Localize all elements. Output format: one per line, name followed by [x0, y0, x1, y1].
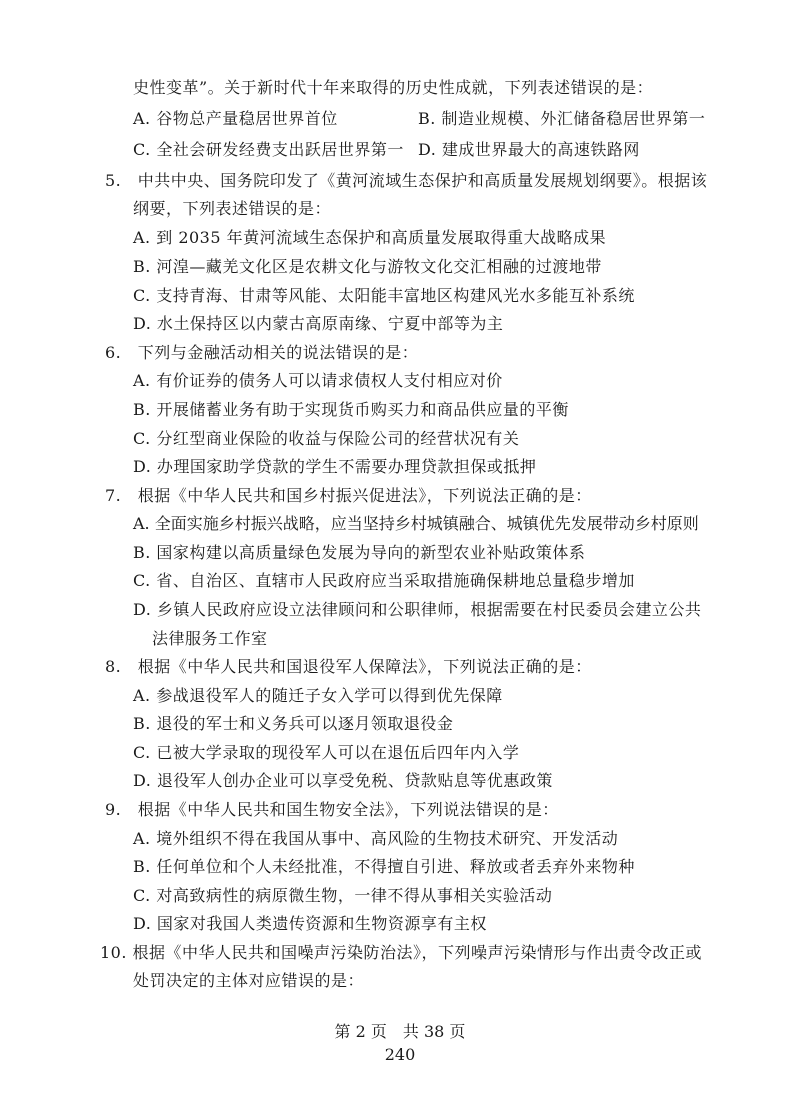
question-5-stem-cont: 纲要，下列表述错误的是：: [133, 199, 332, 218]
option-b: B. 开展储蓄业务有助于实现货币购买力和商品供应量的平衡: [133, 400, 569, 419]
question-9-stem: 9. 根据《中华人民共和国生物安全法》，下列说法错误的是：: [105, 800, 559, 819]
question-5-stem: 5. 中共中央、国务院印发了《黄河流域生态保护和高质量发展规划纲要》。根据该: [105, 171, 708, 190]
option-b: B. 国家构建以高质量绿色发展为导向的新型农业补贴政策体系: [133, 543, 586, 562]
question-10-stem-cont: 处罚决定的主体对应错误的是：: [133, 971, 365, 990]
option-d: D. 水土保持区以内蒙古高原南缘、宁夏中部等为主: [133, 314, 504, 333]
question-10-stem: 10. 根据《中华人民共和国噪声污染防治法》，下列噪声污染情形与作出责令改正或: [100, 943, 703, 962]
option-a: A. 有价证券的债务人可以请求债权人支付相应对价: [133, 371, 503, 390]
option-c: C. 已被大学录取的现役军人可以在退伍后四年内入学: [133, 743, 520, 762]
question-8-stem: 8. 根据《中华人民共和国退役军人保障法》，下列说法正确的是：: [105, 657, 592, 676]
question-4-stem-continuation: 史性变革”。关于新时代十年来取得的历史性成就，下列表述错误的是：: [133, 78, 654, 97]
option-a: A. 境外组织不得在我国从事中、高风险的生物技术研究、开发活动: [133, 829, 619, 848]
option-d: D. 建成世界最大的高速铁路网: [418, 140, 640, 159]
option-d: D. 退役军人创办企业可以享受免税、贷款贴息等优惠政策: [133, 771, 553, 790]
option-d: D. 国家对我国人类遗传资源和生物资源享有主权: [133, 914, 487, 933]
option-a: A. 全面实施乡村振兴战略，应当坚持乡村城镇融合、城镇优先发展带动乡村原则: [133, 514, 699, 533]
option-d-cont: 法律服务工作室: [152, 629, 268, 648]
question-7-stem: 7. 根据《中华人民共和国乡村振兴促进法》，下列说法正确的是：: [105, 486, 592, 505]
option-b: B. 河湟—藏羌文化区是农耕文化与游牧文化交汇相融的过渡地带: [133, 257, 602, 276]
option-a: A. 参战退役军人的随迁子女入学可以得到优先保障: [133, 686, 503, 705]
option-b: B. 任何单位和个人未经批准，不得擅自引进、释放或者丢弃外来物种: [133, 857, 635, 876]
option-b: B. 退役的军士和义务兵可以逐月领取退役金: [133, 714, 454, 733]
question-6-stem: 6. 下列与金融活动相关的说法错误的是：: [105, 343, 419, 362]
option-a: A. 到 2035 年黄河流域生态保护和高质量发展取得重大战略成果: [133, 228, 607, 247]
option-c: C. 对高致病性的病原微生物，一律不得从事相关实验活动: [133, 886, 553, 905]
option-d: D. 乡镇人民政府应设立法律顾问和公职律师，根据需要在村民委员会建立公共: [133, 600, 702, 619]
option-a: A. 谷物总产量稳居世界首位: [133, 109, 338, 128]
page-indicator: 第 2 页 共 38 页: [334, 1022, 466, 1041]
option-b: B. 制造业规模、外汇储备稳居世界第一: [418, 109, 706, 128]
option-d: D. 办理国家助学贷款的学生不需要办理贷款担保或抵押: [133, 457, 537, 476]
option-c: C. 分红型商业保险的收益与保险公司的经营状况有关: [133, 429, 520, 448]
option-c: C. 全社会研发经费支出跃居世界第一: [133, 140, 404, 159]
option-c: C. 省、自治区、直辖市人民政府应当采取措施确保耕地总量稳步增加: [133, 571, 635, 590]
page-number: 240: [384, 1045, 416, 1064]
option-c: C. 支持青海、甘肃等风能、太阳能丰富地区构建风光水多能互补系统: [133, 286, 635, 305]
